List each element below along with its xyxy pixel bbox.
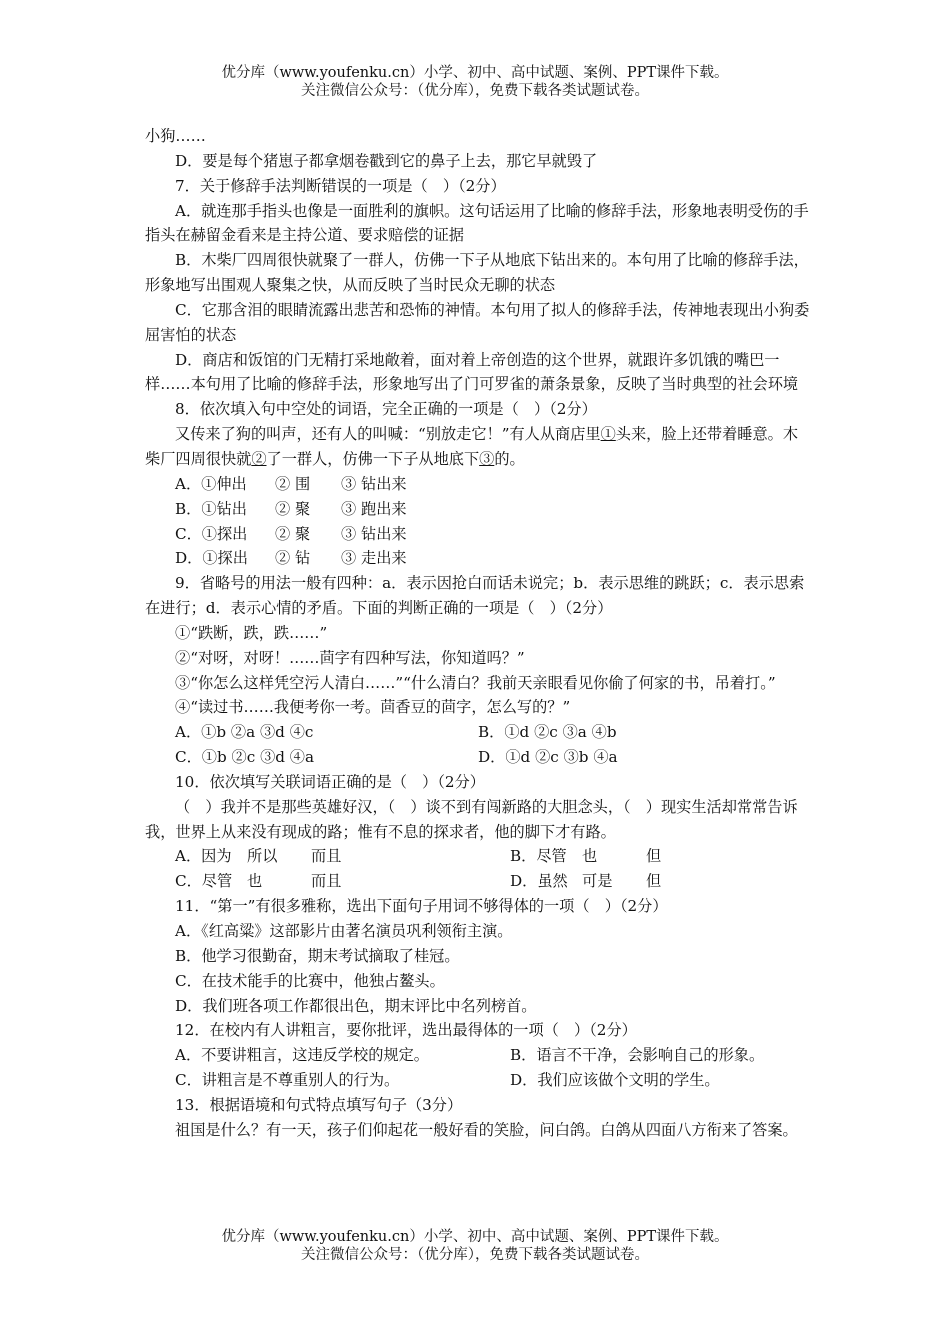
q8-option-d	[145, 546, 810, 571]
q8-text-1: 又传来了狗的叫声，还有人的叫喊：“别放走它！”有人从商店里	[175, 425, 601, 444]
q12-options-row-2	[145, 1068, 810, 1093]
q8-option-b	[145, 497, 810, 522]
q9-option-a: A．①b ②a ③d ④c	[175, 723, 314, 742]
continuation-option-d: D．要是每个猪崽子都拿烟卷戳到它的鼻子上去，那它早就毁了	[175, 151, 598, 170]
q8-option-a-word-2: ② 围	[275, 474, 311, 493]
q8-text-2: 头来，脸上还带着睡意。木柴厂四周很快就	[145, 425, 799, 468]
footer-line-1: 优分库（www.youfenku.cn）小学、初中、高中试题、案例、PPT课件下载。	[221, 1229, 729, 1245]
q10-option-c-word-3: 而且	[311, 872, 342, 891]
q7-option-a: A．就连那手指头也像是一面胜利的旗帜。这句话运用了比喻的修辞手法，形象地表明受伤的手指头在赫留金看来是主持公道、要求赔偿的证据	[145, 201, 809, 245]
q13-passage: 祖国是什么？有一天，孩子们仰起花一般好看的笑脸，问白鸽。白鸽从四面八方衔来了答案。	[175, 1120, 798, 1139]
q10-option-b-word-2: 也	[582, 847, 598, 866]
q10-options-row-1	[145, 844, 810, 869]
q8-text-4: 的。	[494, 449, 525, 468]
q10-option-a-word-2: 所以	[247, 847, 278, 866]
q11-option-c: C．在技术能手的比赛中，他独占鳌头。	[175, 971, 445, 990]
q12-option-c: C．讲粗言是不尊重别人的行为。	[175, 1071, 400, 1090]
q8-option-a	[145, 472, 810, 497]
header-line-2: 关注微信公众号：（优分库），免费下载各类试题试卷。	[301, 83, 649, 99]
q10-option-d-word-3: 但	[646, 872, 662, 891]
q8-option-a-word-1: A．①伸出	[175, 474, 247, 493]
q10-options-row-2	[145, 869, 810, 894]
q8-option-c-word-2: ② 聚	[275, 524, 311, 543]
q12-option-a: A．不要讲粗言，这违反学校的规定。	[175, 1046, 429, 1065]
q9-stem: 9．省略号的用法一般有四种：a．表示因抢白而话未说完；b．表示思维的跳跃；c．表示思索在进行；d．表示心情的矛盾。下面的判断正确的一项是（ ）（2分）	[145, 574, 805, 618]
header-line-1: 优分库（www.youfenku.cn）小学、初中、高中试题、案例、PPT课件下载。	[221, 65, 729, 81]
q8-blank-2: ②	[251, 449, 267, 468]
q11-stem: 11．“第一”有很多雅称，选出下面句子用词不够得体的一项（ ）（2分）	[175, 897, 668, 916]
q8-option-d-word-3: ③ 走出来	[341, 549, 407, 568]
q8-option-b-word-2: ② 聚	[275, 499, 311, 518]
q11-option-b: B．他学习很勤奋，期末考试摘取了桂冠。	[175, 946, 460, 965]
q12-option-d: D．我们应该做个文明的学生。	[510, 1071, 720, 1090]
page-header	[0, 64, 950, 100]
q10-option-a-word-3: 而且	[311, 847, 342, 866]
q9-sentence-3: ③“你怎么这样凭空污人清白……”“什么清白？我前天亲眼看见你偷了何家的书，吊着打。”	[175, 673, 776, 692]
q8-option-c	[145, 522, 810, 547]
q10-option-b-word-3: 但	[646, 847, 662, 866]
q9-sentence-1: ①“跌断，跌，跌……”	[175, 623, 328, 642]
q10-option-b-word-1: B．尽管	[510, 847, 567, 866]
q9-options-row-1	[145, 720, 810, 745]
q8-option-d-word-2: ② 钻	[275, 549, 311, 568]
q8-option-d-word-1: D．①探出	[175, 549, 248, 568]
footer-line-2: 关注微信公众号：（优分库），免费下载各类试题试卷。	[301, 1247, 649, 1263]
q11-option-d: D．我们班各项工作都很出色，期末评比中名列榜首。	[175, 996, 537, 1015]
q8-option-b-word-1: B．①钻出	[175, 499, 247, 518]
q8-option-a-word-3: ③ 钻出来	[341, 474, 407, 493]
q10-option-d-word-1: D．虽然	[510, 872, 568, 891]
page-footer	[0, 1228, 950, 1264]
q7-option-b: B．木柴厂四周很快就聚了一群人，仿佛一下子从地底下钻出来的。本句用了比喻的修辞手法，形象地写出围观人聚集之快，从而反映了当时民众无聊的状态	[145, 251, 809, 295]
q9-sentence-2: ②“对呀，对呀！……茴字有四种写法，你知道吗？”	[175, 648, 525, 667]
q12-stem: 12．在校内有人讲粗言，要你批评，选出最得体的一项（ ）（2分）	[175, 1021, 637, 1040]
q11-option-a: A．《红高粱》这部影片由著名演员巩利领衔主演。	[175, 922, 513, 940]
q7-option-d: D．商店和饭馆的门无精打采地敞着，面对着上帝创造的这个世界，就跟许多饥饿的嘴巴一样……本句用了比喻的修辞手法，形象地写出了门可罗雀的萧条景象，反映了当时典型的社会环境	[145, 350, 799, 394]
q8-blank-3: ③	[479, 449, 495, 468]
q12-option-b: B．语言不干净，会影响自己的形象。	[510, 1046, 765, 1065]
q8-option-c-word-3: ③ 钻出来	[341, 524, 407, 543]
q9-option-b: B．①d ②c ③a ④b	[478, 723, 617, 742]
q10-option-c-word-1: C．尽管	[175, 872, 233, 891]
continuation-text: 小狗……	[145, 127, 206, 145]
q9-option-d: D．①d ②c ③b ④a	[478, 748, 618, 767]
q10-option-b	[510, 844, 661, 869]
q8-stem: 8．依次填入句中空处的词语，完全正确的一项是（ ）（2分）	[175, 400, 597, 419]
q9-options-row-2	[145, 745, 810, 770]
q10-option-c	[175, 869, 510, 894]
q8-option-c-word-1: C．①探出	[175, 524, 248, 543]
q10-option-a-word-1: A．因为	[175, 847, 232, 866]
q10-option-d	[510, 869, 661, 894]
q10-option-d-word-2: 可是	[582, 872, 613, 891]
document-body	[145, 124, 810, 1143]
q8-blank-1: ①	[600, 425, 616, 444]
q10-option-c-word-2: 也	[247, 872, 263, 891]
q10-passage: （ ）我并不是那些英雄好汉，（ ）谈不到有闯新路的大胆念头，（ ）现实生活却常常告诉我，世界上从来没有现成的路；惟有不息的探求者，他的脚下才有路。	[145, 797, 798, 841]
q13-stem: 13．根据语境和句式特点填写句子（3分）	[175, 1095, 463, 1114]
q8-text-3: 了一群人，仿佛一下子从地底下	[266, 449, 480, 468]
q12-options-row-1	[145, 1043, 810, 1068]
q9-option-c: C．①b ②c ③d ④a	[175, 748, 315, 767]
q7-stem: 7．关于修辞手法判断错误的一项是（ ）（2分）	[175, 176, 506, 195]
q10-stem: 10．依次填写关联词语正确的是（ ）（2分）	[175, 772, 485, 791]
q9-sentence-4: ④“读过书……我便考你一考。茴香豆的茴字，怎么写的？”	[175, 698, 571, 717]
q8-passage	[145, 422, 810, 472]
q7-option-c: C．它那含泪的眼睛流露出悲苦和恐怖的神情。本句用了拟人的修辞手法，传神地表现出小狗委屈害怕的状态	[145, 300, 810, 344]
q8-option-b-word-3: ③ 跑出来	[341, 499, 407, 518]
q10-option-a	[175, 844, 510, 869]
